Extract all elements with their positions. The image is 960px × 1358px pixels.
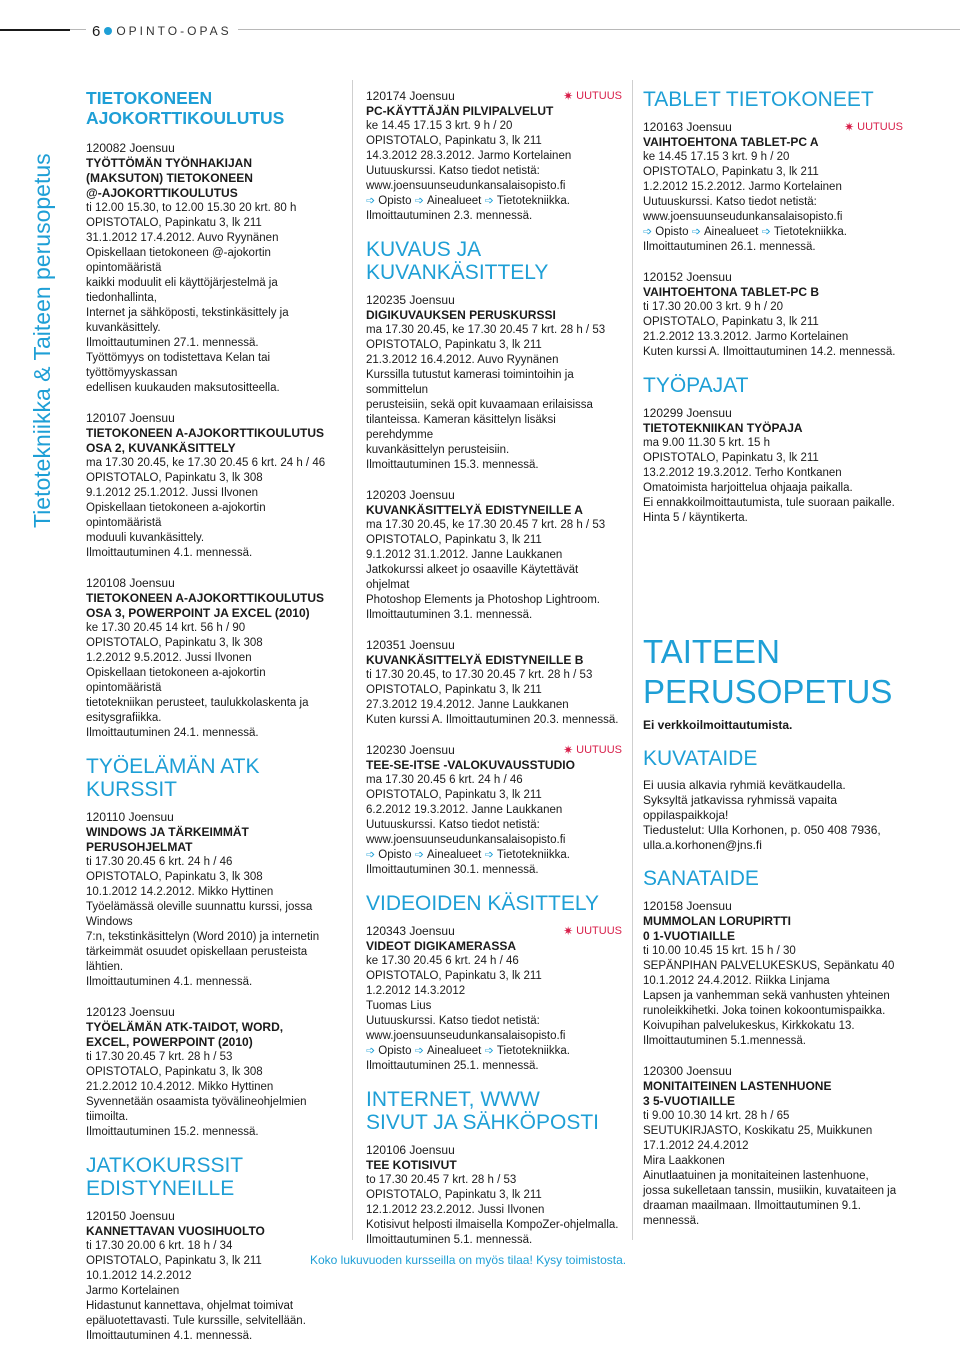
course-detail-line: Ilmoittautuminen 15.2. mennessä. xyxy=(86,1126,259,1138)
course-detail-line: kaikki moduulit eli käyttöjärjestelmä ja tiedonhallinta, xyxy=(86,277,278,304)
nav-path-item: Ainealueet xyxy=(704,226,759,238)
course-detail-line: 1.2.2012 9.5.2012. Jussi Ilvonen xyxy=(86,652,252,664)
page-header xyxy=(86,18,238,44)
text-line: Syksyltä jatkavissa ryhmissä vapaita oppilaspaikkoja! xyxy=(643,793,838,822)
kuvataide-text xyxy=(643,778,903,853)
course-entry xyxy=(643,1063,903,1229)
course-detail-line: 21.3.2012 16.4.2012. Auvo Ryynänen xyxy=(366,354,559,366)
course-detail-line: Ei ennakkoilmoittautumista, tule suoraan paikalle. xyxy=(643,497,895,509)
course-title: DIGIKUVAUKSEN PERUSKURSSI xyxy=(366,308,556,322)
course-list xyxy=(366,88,622,224)
course-detail-line: Photoshop Elements ja Photoshop Lightroom. xyxy=(366,594,600,606)
course-list xyxy=(366,292,622,878)
new-course-badge xyxy=(563,923,622,939)
course-code: 120150 Joensuu xyxy=(86,1209,175,1223)
course-detail-line: tilanteissa. Kameran käsittelyn lisäksi perehdymme xyxy=(366,414,556,441)
badge-label: UUTUUS xyxy=(857,121,903,133)
course-detail-line: Tuomas Lius xyxy=(366,1000,432,1012)
course-list xyxy=(366,1142,622,1248)
arrow-right-icon: ➩ xyxy=(366,195,379,207)
section-heading-taiteen-perusopetus xyxy=(643,632,903,712)
nav-path-item: Tietotekniikka. xyxy=(773,226,847,238)
section-heading-tyopajat: TYÖPAJAT xyxy=(643,374,749,397)
course-list xyxy=(86,1208,340,1344)
course-title: 3 5-VUOTIAILLE xyxy=(643,1094,736,1108)
course-title: 0 1-VUOTIAILLE xyxy=(643,929,736,943)
section-heading-tyoelama: TYÖELÄMÄN ATK KURSSIT xyxy=(86,755,260,801)
column-2 xyxy=(366,88,622,1262)
course-detail-line: 13.2.2012 19.3.2012. Terho Kontkanen xyxy=(643,467,842,479)
course-title: OSA 2, KUVANKÄSITTELY xyxy=(86,441,236,455)
course-detail-line: kuvankäsittelyn perusteisiin. xyxy=(366,444,510,456)
course-detail-line: Omatoimista harjoittelua ohjaaja paikalla. xyxy=(643,482,853,494)
arrow-right-icon: ➩ xyxy=(761,226,774,238)
course-detail-line: ti 17.30 20.45, to 17.30 20.45 7 krt. 28 h / 53 xyxy=(366,669,593,681)
course-detail-line: Koivupihan palvelukeskus, Kirkkokatu 13. xyxy=(643,1020,855,1032)
course-header-row xyxy=(366,742,622,758)
course-detail-line: Ilmoittautuminen 4.1. mennessä. xyxy=(86,547,253,559)
course-title: TIETOTEKNIIKAN TYÖPAJA xyxy=(643,421,803,435)
course-detail-line: Ilmoittautuminen 27.1. mennessä. xyxy=(86,337,259,349)
course-detail-line: ti 17.30 20.00 3 krt. 9 h / 20 xyxy=(643,301,784,313)
course-detail-line: ti 9.00 10.30 14 krt. 28 h / 65 xyxy=(643,1110,790,1122)
course-detail-line: 31.1.2012 17.4.2012. Auvo Ryynänen xyxy=(86,232,279,244)
course-detail-line: www.joensuunseudunkansalaisopisto.fi xyxy=(366,1030,566,1042)
course-detail-line: runoleikkihetki. Joka toinen kokoontumispaikka. xyxy=(643,1005,886,1017)
course-list xyxy=(366,923,622,1074)
course-code: 120158 Joensuu xyxy=(643,899,732,913)
course-entry xyxy=(86,140,340,396)
arrow-right-icon: ➩ xyxy=(643,226,656,238)
new-course-badge xyxy=(563,88,622,104)
course-detail-line: ma 17.30 20.45, ke 17.30 20.45 6 krt. 24 h / 46 xyxy=(86,457,326,469)
course-detail-line: Ilmoittautuminen 15.3. mennessä. xyxy=(366,459,539,471)
section-heading-sanataide: SANATAIDE xyxy=(643,867,759,890)
course-detail-line: ma 17.30 20.45, ke 17.30 20.45 7 krt. 28 h / 53 xyxy=(366,519,606,531)
course-code: 120174 Joensuu xyxy=(366,89,455,103)
course-title: MONITAITEINEN LASTENHUONE xyxy=(643,1079,832,1093)
side-title-part2: Taiteen perusopetus xyxy=(29,153,55,361)
nav-path-item: Ainealueet xyxy=(427,195,482,207)
course-detail-line: OPISTOTALO, Papinkatu 3, lk 211 xyxy=(366,534,542,546)
course-header-row xyxy=(643,269,903,285)
course-detail-line: SEUTUKIRJASTO, Koskikatu 25, Muikkunen xyxy=(643,1125,873,1137)
course-code: 120299 Joensuu xyxy=(643,406,732,420)
course-detail-line: ke 17.30 20.45 14 krt. 56 h / 90 xyxy=(86,622,246,634)
course-detail-line: Kurssilla tutustut kamerasi toimintoihin ja sommittelun xyxy=(366,369,574,396)
course-detail-line: Jarmo Kortelainen xyxy=(86,1285,180,1297)
side-title-text xyxy=(27,153,57,528)
course-title: WINDOWS JA TÄRKEIMMÄT xyxy=(86,825,249,839)
course-list xyxy=(86,809,340,1140)
arrow-right-icon: ➩ xyxy=(366,849,379,861)
course-detail-line: Ilmoittautuminen 5.1.mennessä. xyxy=(643,1035,807,1047)
course-title: MUMMOLAN LORUPIRTTI xyxy=(643,914,791,928)
course-detail-line: OPISTOTALO, Papinkatu 3, lk 308 xyxy=(86,1066,263,1078)
course-detail-line: ti 17.30 20.45 6 krt. 24 h / 46 xyxy=(86,856,233,868)
course-entry xyxy=(366,923,622,1074)
course-list xyxy=(643,119,903,360)
column-1 xyxy=(86,88,340,1358)
course-title: TIETOKONEEN A-AJOKORTTIKOULUTUS xyxy=(86,591,325,605)
course-title: TEE-SE-ITSE -VALOKUVAUSSTUDIO xyxy=(366,758,575,772)
course-list xyxy=(643,898,903,1229)
course-detail-line: OPISTOTALO, Papinkatu 3, lk 211 xyxy=(643,316,819,328)
course-detail-line: Ilmoittautuminen 5.1. mennessä. xyxy=(366,1234,533,1246)
section-heading-tablet: TABLET TIETOKONEET xyxy=(643,88,874,111)
course-header-row xyxy=(86,809,340,825)
course-detail-line: OPISTOTALO, Papinkatu 3, lk 211 xyxy=(366,970,542,982)
course-detail-line: 21.2.2012 10.4.2012. Mikko Hyttinen xyxy=(86,1081,274,1093)
course-header-row xyxy=(366,88,622,104)
course-entry xyxy=(643,405,903,526)
course-entry xyxy=(366,1142,622,1248)
course-detail-line: 17.1.2012 24.4.2012 xyxy=(643,1140,749,1152)
text-line: Tiedustelut: Ulla Korhonen, p. 050 408 7936, xyxy=(643,823,881,837)
text-line: Ei uusia alkavia ryhmiä kevätkaudella. xyxy=(643,778,846,792)
course-code: 120351 Joensuu xyxy=(366,638,455,652)
course-title: KUVANKÄSITTELYÄ EDISTYNEILLE A xyxy=(366,503,583,517)
course-title: VIDEOT DIGIKAMERASSA xyxy=(366,939,517,953)
course-title: @-AJOKORTTIKOULUTUS xyxy=(86,186,238,200)
new-course-badge xyxy=(563,742,622,758)
course-header-row xyxy=(366,923,622,939)
course-detail-line: ma 9.00 11.30 5 krt. 15 h xyxy=(643,437,771,449)
course-title: PC-KÄYTTÄJÄN PILVIPALVELUT xyxy=(366,104,554,118)
course-detail-line: 10.1.2012 14.2.2012. Mikko Hyttinen xyxy=(86,886,274,898)
course-detail-line: OPISTOTALO, Papinkatu 3, lk 211 xyxy=(86,1255,262,1267)
course-detail-line: OPISTOTALO, Papinkatu 3, lk 211 xyxy=(643,166,819,178)
star-burst-icon: ✷ xyxy=(563,743,574,757)
course-entry xyxy=(366,487,622,623)
course-detail-line: OPISTOTALO, Papinkatu 3, lk 211 xyxy=(366,684,542,696)
big-heading-line-2: PERUSOPETUS xyxy=(643,673,893,710)
course-detail-line: Kuten kurssi A. Ilmoittautuminen 20.3. mennessä. xyxy=(366,714,619,726)
course-detail-line: Ilmoittautuminen 3.1. mennessä. xyxy=(366,609,533,621)
course-title: KANNETTAVAN VUOSIHUOLTO xyxy=(86,1224,265,1238)
course-title: TYÖTTÖMÄN TYÖNHAKIJAN xyxy=(86,156,252,170)
badge-label: UUTUUS xyxy=(576,90,622,102)
course-detail-line: Opiskellaan tietokoneen a-ajokortin opintomääristä xyxy=(86,667,266,694)
course-code: 120107 Joensuu xyxy=(86,411,175,425)
spacer xyxy=(643,540,903,632)
course-detail-line: Uutuuskurssi. Katso tiedot netistä: xyxy=(643,196,817,208)
big-heading-line-1: TAITEEN xyxy=(643,633,780,670)
course-detail-line: ti 12.00 15.30, to 12.00 15.30 20 krt. 80 h xyxy=(86,202,297,214)
course-entry xyxy=(366,742,622,878)
publication-title: OPINTO-OPAS xyxy=(116,24,232,38)
arrow-right-icon: ➩ xyxy=(691,226,705,238)
course-title: PERUSOHJELMAT xyxy=(86,840,193,854)
column-3 xyxy=(643,88,903,1243)
nav-path-item: Tietotekniikka. xyxy=(496,849,570,861)
course-detail-line: Opiskellaan tietokoneen a-ajokortin opintomääristä xyxy=(86,502,266,529)
course-detail-line: ti 10.00 10.45 15 krt. 15 h / 30 xyxy=(643,945,796,957)
course-header-row xyxy=(643,898,903,914)
course-detail-line: jossa sukelletaan tanssin, musiikin, kuvataiteen ja xyxy=(643,1185,897,1197)
course-detail-line: ti 17.30 20.45 7 krt. 28 h / 53 xyxy=(86,1051,233,1063)
course-detail-line: OPISTOTALO, Papinkatu 3, lk 211 xyxy=(366,135,542,147)
course-detail-line: Ilmoittautuminen 4.1. mennessä. xyxy=(86,1330,253,1342)
course-detail-line: Kotisivut helposti ilmaisella KompoZer-ohjelmalla. xyxy=(366,1219,619,1231)
course-detail-line: tärkeimmät osuudet opiskellaan perusteista lähtien. xyxy=(86,946,308,973)
course-detail-line: OPISTOTALO, Papinkatu 3, lk 211 xyxy=(366,789,542,801)
course-title: TEE KOTISIVUT xyxy=(366,1158,457,1172)
website-nav-path xyxy=(366,848,622,863)
course-header-row xyxy=(86,1208,340,1224)
course-code: 120235 Joensuu xyxy=(366,293,455,307)
course-detail-line: OPISTOTALO, Papinkatu 3, lk 211 xyxy=(643,452,819,464)
course-title: VAIHTOEHTONA TABLET-PC B xyxy=(643,285,820,299)
course-detail-line: www.joensuunseudunkansalaisopisto.fi xyxy=(366,834,566,846)
section-heading-ajokortti: TIETOKONEEN AJOKORTTIKOULUTUS xyxy=(86,88,285,128)
course-detail-line: ma 17.30 20.45 6 krt. 24 h / 46 xyxy=(366,774,523,786)
course-entry xyxy=(86,809,340,990)
arrow-right-icon: ➩ xyxy=(414,1045,428,1057)
section-heading-internet: INTERNET, WWW SIVUT JA SÄHKÖPOSTI xyxy=(366,1088,600,1134)
course-detail-line: 9.1.2012 31.1.2012. Janne Laukkanen xyxy=(366,549,563,561)
course-detail-line: 7:n, tekstinkäsittelyn (Word 2010) ja internetin xyxy=(86,931,320,943)
star-burst-icon: ✷ xyxy=(563,89,574,103)
nav-path-item: Opisto xyxy=(655,226,689,238)
course-detail-line: Kuten kurssi A. Ilmoittautuminen 14.2. mennessä. xyxy=(643,346,896,358)
footer-note: Koko lukuvuoden kursseilla on myös tilaa! Kysy toimistosta. xyxy=(310,1253,627,1267)
course-entry xyxy=(643,898,903,1049)
section-heading-jatkokurssit: JATKOKURSSIT EDISTYNEILLE xyxy=(86,1154,243,1200)
course-detail-line: ke 14.45 17.15 3 krt. 9 h / 20 xyxy=(366,120,513,132)
course-title: KUVANKÄSITTELYÄ EDISTYNEILLE B xyxy=(366,653,584,667)
course-detail-line: Hidastunut kannettava, ohjelmat toimivat xyxy=(86,1300,294,1312)
course-detail-line: 27.3.2012 19.4.2012. Janne Laukkanen xyxy=(366,699,569,711)
course-detail-line: 10.1.2012 14.2.2012 xyxy=(86,1270,192,1282)
new-course-badge xyxy=(844,119,903,135)
course-header-row xyxy=(643,1063,903,1079)
course-detail-line: Mira Laakkonen xyxy=(643,1155,725,1167)
course-detail-line: Syvennetään osaamista työvälineohjelmien tiimoilta. xyxy=(86,1096,307,1123)
course-detail-line: 1.2.2012 15.2.2012. Jarmo Kortelainen xyxy=(643,181,842,193)
course-detail-line: moduuli kuvankäsittely. xyxy=(86,532,205,544)
course-detail-line: OPISTOTALO, Papinkatu 3, lk 308 xyxy=(86,472,263,484)
website-nav-path xyxy=(366,1044,622,1059)
course-detail-line: OPISTOTALO, Papinkatu 3, lk 211 xyxy=(366,1189,542,1201)
course-detail-line: ma 17.30 20.45, ke 17.30 20.45 7 krt. 28 h / 53 xyxy=(366,324,606,336)
course-detail-line: 14.3.2012 28.3.2012. Jarmo Kortelainen xyxy=(366,150,572,162)
arrow-right-icon: ➩ xyxy=(484,849,497,861)
course-header-row xyxy=(366,487,622,503)
course-code: 120203 Joensuu xyxy=(366,488,455,502)
course-detail-line: kuvankäsittely. xyxy=(86,322,161,334)
course-header-row xyxy=(86,1004,340,1020)
course-detail-line: 6.2.2012 19.3.2012. Janne Laukkanen xyxy=(366,804,563,816)
course-code: 120123 Joensuu xyxy=(86,1005,175,1019)
course-detail-line: tietotekniikan perusteet, taulukkolaskenta ja xyxy=(86,697,309,709)
course-detail-line: 21.2.2012 13.3.2012. Jarmo Kortelainen xyxy=(643,331,849,343)
course-detail-line: www.joensuunseudunkansalaisopisto.fi xyxy=(643,211,843,223)
arrow-right-icon: ➩ xyxy=(414,195,428,207)
course-header-row xyxy=(86,410,340,426)
header-dot-icon xyxy=(104,27,112,35)
star-burst-icon: ✷ xyxy=(844,120,855,134)
header-rule-thick xyxy=(0,29,70,31)
course-title: (MAKSUTON) TIETOKONEEN xyxy=(86,171,253,185)
course-detail-line: ke 14.45 17.15 3 krt. 9 h / 20 xyxy=(643,151,790,163)
arrow-right-icon: ➩ xyxy=(484,195,497,207)
course-detail-line: to 17.30 20.45 7 krt. 28 h / 53 xyxy=(366,1174,517,1186)
course-detail-line: OPISTOTALO, Papinkatu 3, lk 308 xyxy=(86,871,263,883)
course-code: 120108 Joensuu xyxy=(86,576,175,590)
course-title: TIETOKONEEN A-AJOKORTTIKOULUTUS xyxy=(86,426,325,440)
section-heading-kuvataide: KUVATAIDE xyxy=(643,747,758,770)
course-entry xyxy=(366,88,622,224)
star-burst-icon: ✷ xyxy=(563,924,574,938)
registration-deadline: Ilmoittautuminen 26.1. mennessä. xyxy=(643,241,816,253)
course-code: 120106 Joensuu xyxy=(366,1143,455,1157)
course-entry xyxy=(643,119,903,255)
no-online-registration-notice: Ei verkkoilmoittautumista. xyxy=(643,718,793,732)
course-title: VAIHTOEHTONA TABLET-PC A xyxy=(643,135,819,149)
course-header-row xyxy=(366,1142,622,1158)
course-detail-line: Ainutlaatuinen ja monitaiteinen lastenhuone, xyxy=(643,1170,869,1182)
course-detail-line: ke 17.30 20.45 6 krt. 24 h / 46 xyxy=(366,955,519,967)
course-title: TYÖELÄMÄN ATK-TAIDOT, WORD, xyxy=(86,1020,284,1034)
course-header-row xyxy=(366,292,622,308)
website-nav-path xyxy=(366,194,622,209)
course-detail-line: OPISTOTALO, Papinkatu 3, lk 211 xyxy=(86,217,262,229)
email-link[interactable]: ulla.a.korhonen@jns.fi xyxy=(643,838,762,852)
course-detail-line: Internet ja sähköposti, tekstinkäsittely ja xyxy=(86,307,289,319)
course-header-row xyxy=(366,637,622,653)
course-detail-line: 12.1.2012 23.2.2012. Jussi Ilvonen xyxy=(366,1204,545,1216)
nav-path-item: Tietotekniikka. xyxy=(496,1045,570,1057)
course-detail-line: Uutuuskurssi. Katso tiedot netistä: xyxy=(366,1015,540,1027)
course-entry xyxy=(86,410,340,561)
course-code: 120152 Joensuu xyxy=(643,270,732,284)
nav-path-item: Ainealueet xyxy=(427,849,482,861)
course-entry xyxy=(366,637,622,728)
column-divider-2 xyxy=(632,80,633,1240)
side-title-part1: Tietotekniikka xyxy=(29,388,55,528)
course-entry xyxy=(366,292,622,473)
course-detail-line: SEPÄNPIHAN PALVELUKESKUS, Sepänkatu 40 xyxy=(643,960,895,972)
course-detail-line: 1.2.2012 14.3.2012 xyxy=(366,985,466,997)
course-detail-line: 9.1.2012 25.1.2012. Jussi Ilvonen xyxy=(86,487,258,499)
course-detail-line: edellisen kuukauden maksutositteella. xyxy=(86,382,280,394)
registration-deadline: Ilmoittautuminen 2.3. mennessä. xyxy=(366,210,533,222)
course-code: 120110 Joensuu xyxy=(86,810,174,824)
column-divider-1 xyxy=(352,80,353,1240)
course-title: OSA 3, POWERPOINT JA EXCEL (2010) xyxy=(86,606,310,620)
nav-path-item: Ainealueet xyxy=(427,1045,482,1057)
course-detail-line: www.joensuunseudunkansalaisopisto.fi xyxy=(366,180,566,192)
nav-path-item: Opisto xyxy=(378,1045,412,1057)
course-detail-line: esitysgrafiikka. xyxy=(86,712,162,724)
course-code: 120230 Joensuu xyxy=(366,743,455,757)
course-header-row xyxy=(643,405,903,421)
course-entry xyxy=(86,1208,340,1344)
badge-label: UUTUUS xyxy=(576,744,622,756)
course-title: EXCEL, POWERPOINT (2010) xyxy=(86,1035,253,1049)
course-header-row xyxy=(643,119,903,135)
registration-deadline: Ilmoittautuminen 30.1. mennessä. xyxy=(366,864,539,876)
course-detail-line: Lapsen ja vanhemman sekä vanhusten yhteinen xyxy=(643,990,890,1002)
course-detail-line: Uutuuskurssi. Katso tiedot netistä: xyxy=(366,165,540,177)
course-detail-line: OPISTOTALO, Papinkatu 3, lk 211 xyxy=(366,339,542,351)
course-detail-line: 10.1.2012 24.4.2012. Riikka Linjama xyxy=(643,975,830,987)
course-entry xyxy=(643,269,903,360)
course-code: 120300 Joensuu xyxy=(643,1064,732,1078)
website-nav-path xyxy=(643,225,903,240)
page-number: 6 xyxy=(92,22,101,40)
course-detail-line: Jatkokurssi alkeet jo osaaville Käytettävät ohjelmat xyxy=(366,564,579,591)
course-detail-line: OPISTOTALO, Papinkatu 3, lk 308 xyxy=(86,637,263,649)
course-header-row xyxy=(86,575,340,591)
side-title-amp: & xyxy=(29,366,55,382)
course-detail-line: ti 17.30 20.00 6 krt. 18 h / 34 xyxy=(86,1240,233,1252)
course-detail-line: Ilmoittautuminen 4.1. mennessä. xyxy=(86,976,253,988)
section-heading-videot: VIDEOIDEN KÄSITTELY xyxy=(366,892,599,915)
course-code: 120082 Joensuu xyxy=(86,141,175,155)
course-list xyxy=(643,405,903,526)
course-header-row xyxy=(86,140,340,156)
arrow-right-icon: ➩ xyxy=(484,1045,497,1057)
nav-path-item: Opisto xyxy=(378,195,412,207)
course-detail-line: epäluotettavasti. Tule kurssille, selvitellään. xyxy=(86,1315,306,1327)
course-detail-line: Hinta 5 / käyntikerta. xyxy=(643,512,748,524)
course-list xyxy=(86,140,340,741)
course-code: 120163 Joensuu xyxy=(643,120,732,134)
section-heading-kuvaus: KUVAUS JA KUVANKÄSITTELY xyxy=(366,238,549,284)
course-detail-line: Uutuuskurssi. Katso tiedot netistä: xyxy=(366,819,540,831)
arrow-right-icon: ➩ xyxy=(414,849,428,861)
course-entry xyxy=(86,575,340,741)
course-detail-line: draaman maailmaan. Ilmoittautuminen 9.1. mennessä. xyxy=(643,1200,861,1227)
course-detail-line: Työelämässä oleville suunnattu kurssi, jossa Windows xyxy=(86,901,313,928)
course-code: 120343 Joensuu xyxy=(366,924,455,938)
badge-label: UUTUUS xyxy=(576,925,622,937)
course-entry xyxy=(86,1004,340,1140)
course-detail-line: Ilmoittautuminen 24.1. mennessä. xyxy=(86,727,259,739)
nav-path-item: Opisto xyxy=(378,849,412,861)
nav-path-item: Tietotekniikka. xyxy=(496,195,570,207)
course-detail-line: Työttömyys on todistettava Kelan tai työttömyyskassan xyxy=(86,352,271,379)
registration-deadline: Ilmoittautuminen 25.1. mennessä. xyxy=(366,1060,539,1072)
course-detail-line: Opiskellaan tietokoneen @-ajokortin opintomääristä xyxy=(86,247,271,274)
arrow-right-icon: ➩ xyxy=(366,1045,379,1057)
course-detail-line: perusteisiin, sekä opit kuvaamaan erilaisissa xyxy=(366,399,593,411)
